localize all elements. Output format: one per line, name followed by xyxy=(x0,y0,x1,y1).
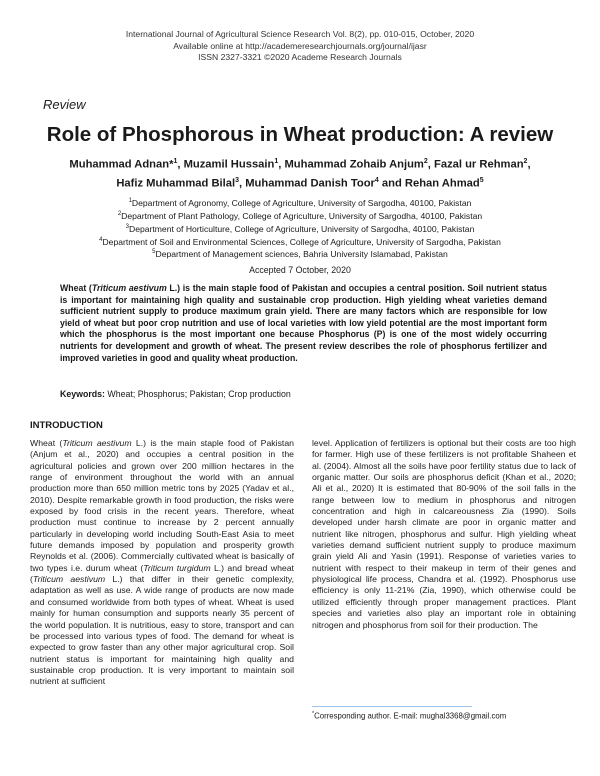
affiliation-marker: 2 xyxy=(117,210,122,217)
author-name: Muhammad Adnan* xyxy=(69,158,174,171)
abstract-species: Triticum aestivum xyxy=(91,283,167,293)
footnote-divider xyxy=(312,706,472,707)
keywords-label: Keywords: xyxy=(60,389,105,399)
intro-text: L.) and bread wheat ( xyxy=(30,562,294,585)
species-name: Triticum turgidum xyxy=(143,562,211,573)
author-name: Muhammad Danish Toor xyxy=(245,177,375,190)
article-title: Role of Phosphorous in Wheat production: A review xyxy=(46,123,554,146)
author-separator: , xyxy=(427,158,435,171)
introduction-column-right: level. Application of fertilizers is optional but their costs are too high for farmer. High use of these fertilizers is not profitable Shaheen et al. (2004). Almost all the soils have poor fertility status due to lack of organic matter. Our soils are phosphorus deficit (Khan et al., 2020; Ali et al., 2020) It is estimated that 80-90% of the soil falls in the range between low to medium in phosphorus and nitrogen concentration and high in calcareousness Zia (1990). Soils developed under harsh climate are poor in organic matter and nutrient like nitrogen, phosphorus and sulfur. High yielding wheat varieties demand sufficient nutrient supply to produce maximum grain yield Ali and Yasin (1991). Response of varieties varies to nutrient with respect to their makeup in term of their genes and physiological life process, Chandra et al. (1992). Phosphorus use efficiency is only 11-21% (Zia, 1990), which otherwise could be utilized efficiently through proper management practices. Plant species and varieties also play an important role in obtaining nitrogen and phosphorus from soil for their production. The xyxy=(312,438,576,630)
author-affiliation-marker: 3 xyxy=(235,177,239,185)
affiliation-list xyxy=(30,196,570,260)
author-name: Muzamil Hussain xyxy=(183,158,275,171)
affiliation-text: Department of Agronomy, College of Agriculture, University of Sargodha, 40100, Pakistan xyxy=(131,197,472,208)
affiliation-text: Department of Soil and Environmental Sciences, College of Agriculture, University of Sargodha, Pakistan xyxy=(102,236,501,247)
abstract-lead: Wheat ( xyxy=(60,283,92,293)
affiliation-marker: 3 xyxy=(125,223,129,230)
affiliation-line xyxy=(30,196,570,209)
affiliation-text: Department of Management sciences, Bahria University Islamabad, Pakistan xyxy=(155,249,448,260)
species-name: Triticum aestivum xyxy=(32,574,106,585)
author-separator: and xyxy=(378,177,405,190)
intro-text: L.) that differ in their genetic complexity, adaptation as well as use. A wide range of products are now made and consumed worldwide from both types of wheat. Wheat is used mainly for human consumption and supports nearly 35 percent of the world population. It is nutritious, easy to store, transport and can be processed into various types of food. The demand for wheat is expected to grow faster than any other major agricultural crop. Soil nutrient status is important for maintaining high quality and sustainable crop production. It is very important to maintain soil nutrient at sufficient xyxy=(30,574,294,687)
affiliation-marker: 1 xyxy=(128,198,132,204)
abstract xyxy=(60,283,547,364)
article-type: Review xyxy=(43,97,86,112)
affiliation-marker: 5 xyxy=(152,249,156,256)
journal-header xyxy=(0,29,600,64)
abstract-body: L.) is the main staple food of Pakistan and occupies a central position. Soil nutrient status is important for maintaining high quality and sustainable crop production. High yielding wheat varieties demand sufficient nutrient supply to produce maximum grain yield. There are many factors which are responsible for low yield of wheat but poor crop nutrition and use of local varieties with low yield potential are the most important form which the phosphorus is the most important one because Phosphorus (P) is one of the most widely occurring nutrients for development and growth of wheat. The present review describes the role of phosphorus fertilizer and improved varieties in good and quality wheat production. xyxy=(60,283,547,363)
accepted-date: Accepted 7 October, 2020 xyxy=(249,265,351,275)
section-heading-introduction: INTRODUCTION xyxy=(30,420,103,431)
footnote-marker: * xyxy=(312,711,315,717)
author-name: Rehan Ahmad xyxy=(404,177,480,190)
affiliation-marker: 4 xyxy=(99,236,103,243)
affiliation-line xyxy=(30,209,570,222)
journal-issn: ISSN 2327-3321 ©2020 Academe Research Journals xyxy=(198,52,402,62)
affiliation-line xyxy=(30,222,570,235)
author-separator: , xyxy=(527,158,531,171)
author-list xyxy=(36,154,564,192)
author-affiliation-marker: 4 xyxy=(374,177,379,185)
author-name: Fazal ur Rehman xyxy=(434,158,524,171)
author-name: Hafiz Muhammad Bilal xyxy=(116,177,236,190)
author-affiliation-marker: 2 xyxy=(423,158,428,165)
journal-citation: International Journal of Agricultural Science Research Vol. 8(2), pp. 010-015, October, 2020 xyxy=(125,29,475,39)
author-affiliation-marker: 1 xyxy=(173,158,178,165)
author-affiliation-marker: 2 xyxy=(523,158,528,165)
author-affiliation-marker: 1 xyxy=(274,158,279,165)
species-name: Triticum aestivum xyxy=(62,438,132,448)
introduction-column-left xyxy=(30,438,294,688)
affiliation-line xyxy=(30,247,570,260)
corresponding-author-footnote xyxy=(312,711,506,721)
journal-availability: Available online at http://academeresearchjournals.org/journal/ijasr xyxy=(173,40,427,51)
affiliation-text: Department of Horticulture, College of Agriculture, University of Sargodha, 40100, Pakistan xyxy=(128,223,475,234)
author-separator: , xyxy=(177,158,184,171)
author-separator: , xyxy=(238,177,246,190)
keywords xyxy=(60,389,547,399)
intro-text: Wheat ( xyxy=(30,438,63,448)
author-name: Muhammad Zohaib Anjum xyxy=(284,158,424,171)
intro-text: L.) is the main staple food of Pakistan (Anjum et al., 2020) and occupies a central position in the agricultural policies and grown over 200 million hectares in the range of environment throughout the world with an annual production more than 650 million metric tons by 2025 (Yadav et al., 2010). Despite remarkable growth in food production, the risks were exposed by food crisis in the recent years. Therefore, wheat production must continue to increase by 2 percent annually particularly in developing world including South-East Asia to meet future demands imposed by population and prosperity growth Reynolds et al. (2006). Commercially cultivated wheat is basically of two types i.e. durum wheat ( xyxy=(30,438,294,573)
author-separator: , xyxy=(278,158,285,171)
footnote-text: Corresponding author. E-mail: mughal3368@gmail.com xyxy=(314,711,507,721)
affiliation-line xyxy=(30,235,570,248)
affiliation-text: Department of Plant Pathology, College of Agriculture, University of Sargodha, 40100, Pakistan xyxy=(121,210,483,221)
keywords-text: Wheat; Phosphorus; Pakistan; Crop production xyxy=(104,389,291,399)
author-affiliation-marker: 5 xyxy=(479,177,484,185)
